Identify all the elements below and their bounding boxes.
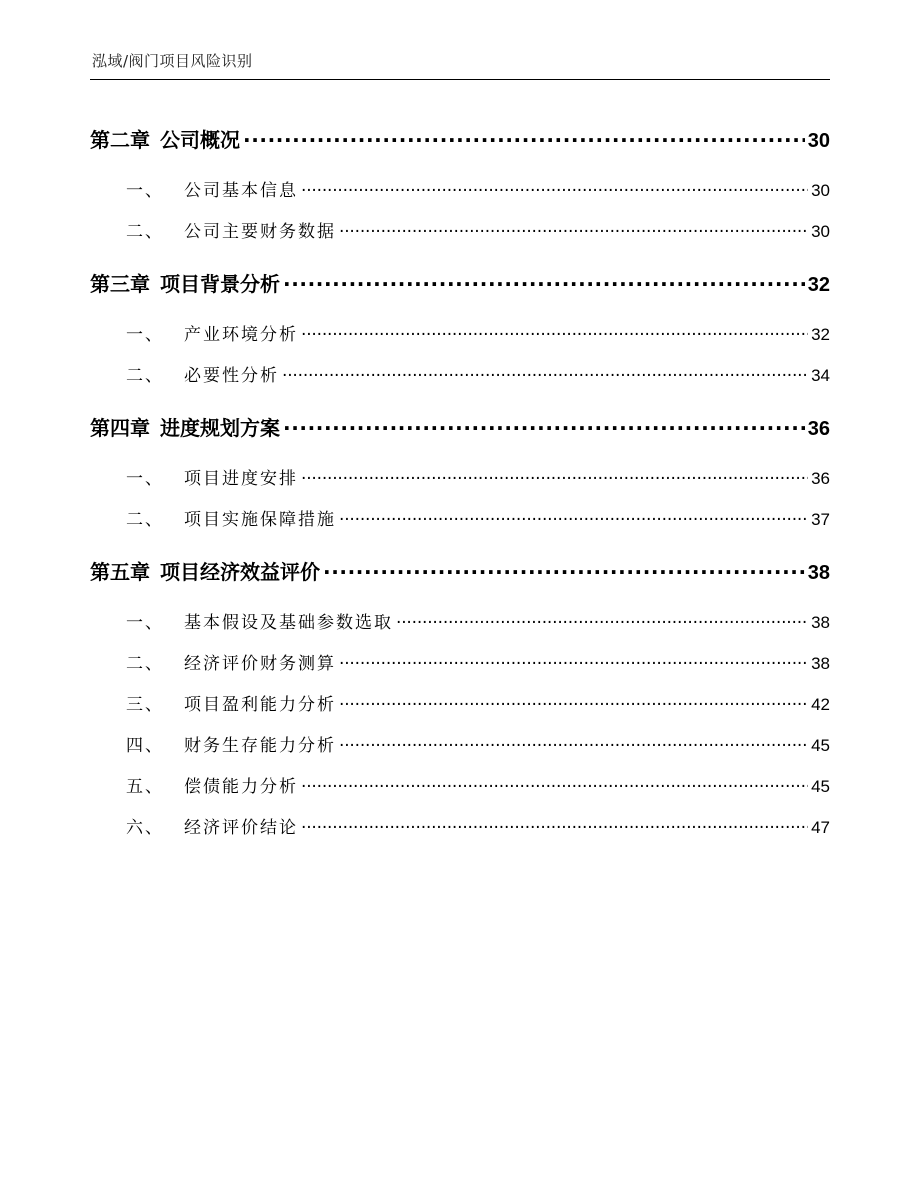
toc-entry-number: 第五章 [90,560,150,584]
toc-entry-number: 第二章 [90,128,150,152]
toc-dot-leader [339,508,808,525]
toc-dot-leader [301,467,808,484]
toc-entry-page: 30 [811,181,830,200]
page-header: 泓域/阀门项目风险识别 [92,52,253,70]
toc-entry-page: 36 [811,469,830,488]
toc-dot-leader [282,364,808,381]
toc-entry-title: 进度规划方案 [160,416,280,440]
toc-entry-page: 38 [811,613,830,632]
toc-section[interactable] [90,176,830,201]
toc-dot-leader [301,775,808,792]
header-divider [90,79,830,80]
toc-entry-title: 项目经济效益评价 [160,560,320,584]
toc-entry-page: 42 [811,695,830,714]
toc-chapter-3[interactable] [90,268,830,297]
toc-entry-page: 36 [807,418,830,440]
toc-entry-title: 必要性分析 [184,366,279,386]
toc-entry-page: 45 [811,736,830,755]
toc-section[interactable] [90,731,830,756]
toc-section[interactable] [90,361,830,386]
toc-entry-title: 公司基本信息 [184,181,298,201]
toc-entry-number: 一、 [126,613,164,633]
toc-entry-number: 一、 [126,181,164,201]
toc-dot-leader [339,652,808,669]
toc-entry-title: 经济评价财务测算 [184,654,336,674]
toc-chapter-5[interactable] [90,556,830,585]
toc-section[interactable] [90,813,830,838]
toc-entry-page: 30 [811,222,830,241]
toc-dot-leader [301,323,808,340]
toc-section[interactable] [90,772,830,797]
toc-chapter-2[interactable] [90,124,830,153]
toc-section[interactable] [90,690,830,715]
toc-entry-title: 经济评价结论 [184,818,298,838]
toc-section[interactable] [90,505,830,530]
toc-entry-title: 项目背景分析 [160,272,280,296]
toc-entry-title: 基本假设及基础参数选取 [184,613,393,633]
toc-entry-title: 公司概况 [160,128,240,152]
toc-dot-leader [339,734,808,751]
toc-entry-number: 二、 [126,510,164,530]
toc-dot-leader [396,611,808,628]
toc-dot-leader [283,271,805,291]
toc-entry-title: 项目进度安排 [184,469,298,489]
toc-section[interactable] [90,649,830,674]
toc-dot-leader [301,179,808,196]
toc-entry-title: 产业环境分析 [184,325,298,345]
toc-entry-number: 第四章 [90,416,150,440]
toc-entry-number: 一、 [126,325,164,345]
toc-entry-page: 37 [811,510,830,529]
toc-entry-page: 45 [811,777,830,796]
toc-entry-number: 四、 [126,736,164,756]
toc-entry-page: 47 [811,818,830,837]
toc-entry-page: 32 [807,274,830,296]
toc-entry-page: 38 [811,654,830,673]
toc-entry-page: 34 [811,366,830,385]
toc-section[interactable] [90,320,830,345]
toc-entry-number: 二、 [126,654,164,674]
toc-dot-leader [243,127,805,147]
toc-entry-page: 32 [811,325,830,344]
toc-section[interactable] [90,608,830,633]
toc-section[interactable] [90,217,830,242]
toc-entry-number: 一、 [126,469,164,489]
toc-entry-number: 三、 [126,695,164,715]
toc-entry-title: 公司主要财务数据 [184,222,336,242]
toc-entry-title: 项目实施保障措施 [184,510,336,530]
toc-entry-number: 二、 [126,366,164,386]
toc-entry-title: 财务生存能力分析 [184,736,336,756]
toc-entry-title: 项目盈利能力分析 [184,695,336,715]
toc-dot-leader [301,816,808,833]
toc-entry-number: 二、 [126,222,164,242]
toc-dot-leader [283,415,805,435]
toc-chapter-4[interactable] [90,412,830,441]
toc-dot-leader [323,559,805,579]
toc-dot-leader [339,693,808,710]
toc-entry-number: 六、 [126,818,164,838]
toc-entry-page: 30 [807,130,830,152]
toc-entry-page: 38 [807,562,830,584]
toc-section[interactable] [90,464,830,489]
toc-entry-title: 偿债能力分析 [184,777,298,797]
toc-entry-number: 第三章 [90,272,150,296]
toc-dot-leader [339,220,808,237]
toc-entry-number: 五、 [126,777,164,797]
